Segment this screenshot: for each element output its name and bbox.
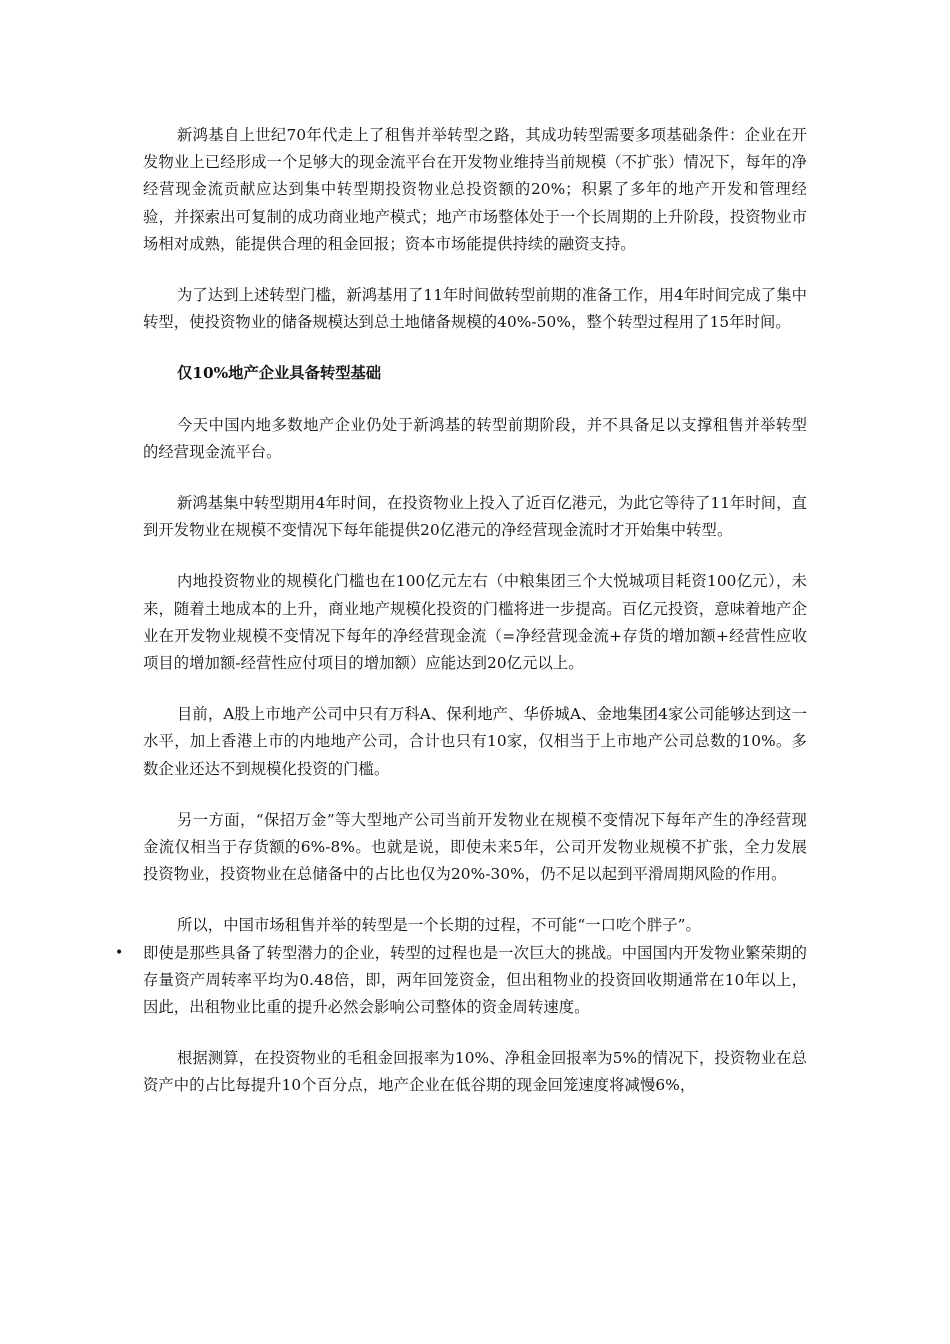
paragraph-shk-investment: 新鸿基集中转型期用4年时间，在投资物业上投入了近百亿港元，为此它等待了11年时间，直到开发物业在规模不变情况下每年能提供20亿港元的净经营现金流时才开始集中转型。 — [143, 494, 807, 540]
paragraph-mainland-status: 今天中国内地多数地产企业仍处于新鸿基的转型前期阶段，并不具备足以支撑租售并举转型的经营现金流平台。 — [143, 415, 807, 461]
paragraph-listed-companies: 目前，A股上市地产公司中只有万科A、保利地产、华侨城A、金地集团4家公司能够达到这一水平，加上香港上市的内地地产公司，合计也只有10家，仅相当于上市地产公司总数的10%。多数企业还达不到规模化投资的门槛。 — [143, 705, 807, 778]
bullet-icon: • — [115, 944, 124, 961]
document-body — [115, 122, 807, 1100]
paragraph-long-term-conclusion: 所以，中国市场租售并举的转型是一个长期的过程，不可能“一口吃个胖子”。 — [177, 916, 701, 935]
bulleted-paragraph-challenge — [115, 940, 807, 1022]
paragraph-transformation-timeline: 为了达到上述转型门槛，新鸿基用了11年时间做转型前期的准备工作，用4年时间完成了集中转型，使投资物业的储备规模达到总土地储备规模的40%-50%，整个转型过程用了15年时间。 — [143, 286, 807, 332]
paragraph-scale-threshold: 内地投资物业的规模化门槛也在100亿元左右（中粮集团三个大悦城项目耗资100亿元），未来，随着土地成本的上升，商业地产规模化投资的门槛将进一步提高。百亿元投资，意味着地产企业在开发物业规模不变情况下每年的净经营现金流（=净经营现金流+存货的增加额+经营性应收项目的增加额-经营性应付项目的增加额）应能达到20亿元以上。 — [143, 572, 807, 673]
section-heading: 仅10%地产企业具备转型基础 — [177, 364, 382, 383]
paragraph-shk-transformation-conditions: 新鸿基自上世纪70年代走上了租售并举转型之路，其成功转型需要多项基础条件：企业在开发物业上已经形成一个足够大的现金流平台在开发物业维持当前规模（不扩张）情况下，每年的净经营现金流贡献应达到集中转型期投资物业总投资额的20%；积累了多年的地产开发和管理经验，并探索出可复制的成功商业地产模式；地产市场整体处于一个长周期的上升阶段，投资物业市场相对成熟，能提供合理的租金回报；资本市场能提供持续的融资支持。 — [143, 126, 807, 253]
paragraph-large-developers: 另一方面，“保招万金”等大型地产公司当前开发物业在规模不变情况下每年产生的净经营现金流仅相当于存货额的6%-8%。也就是说，即使未来5年，公司开发物业规模不扩张，全力发展投资物业，投资物业在总储备中的占比也仅为20%-30%，仍不足以起到平滑周期风险的作用。 — [143, 810, 807, 884]
paragraph-calculation: 根据测算，在投资物业的毛租金回报率为10%、净租金回报率为5%的情况下，投资物业在总资产中的占比每提升10个百分点，地产企业在低谷期的现金回笼速度将减慢6%， — [143, 1049, 807, 1095]
paragraph-challenge: 即使是那些具备了转型潜力的企业，转型的过程也是一次巨大的挑战。中国国内开发物业繁荣期的存量资产周转率平均为0.48倍，即，两年回笼资金，但出租物业的投资回收期通常在10年以上，因此，出租物业比重的提升必然会影响公司整体的资金周转速度。 — [143, 943, 807, 1017]
